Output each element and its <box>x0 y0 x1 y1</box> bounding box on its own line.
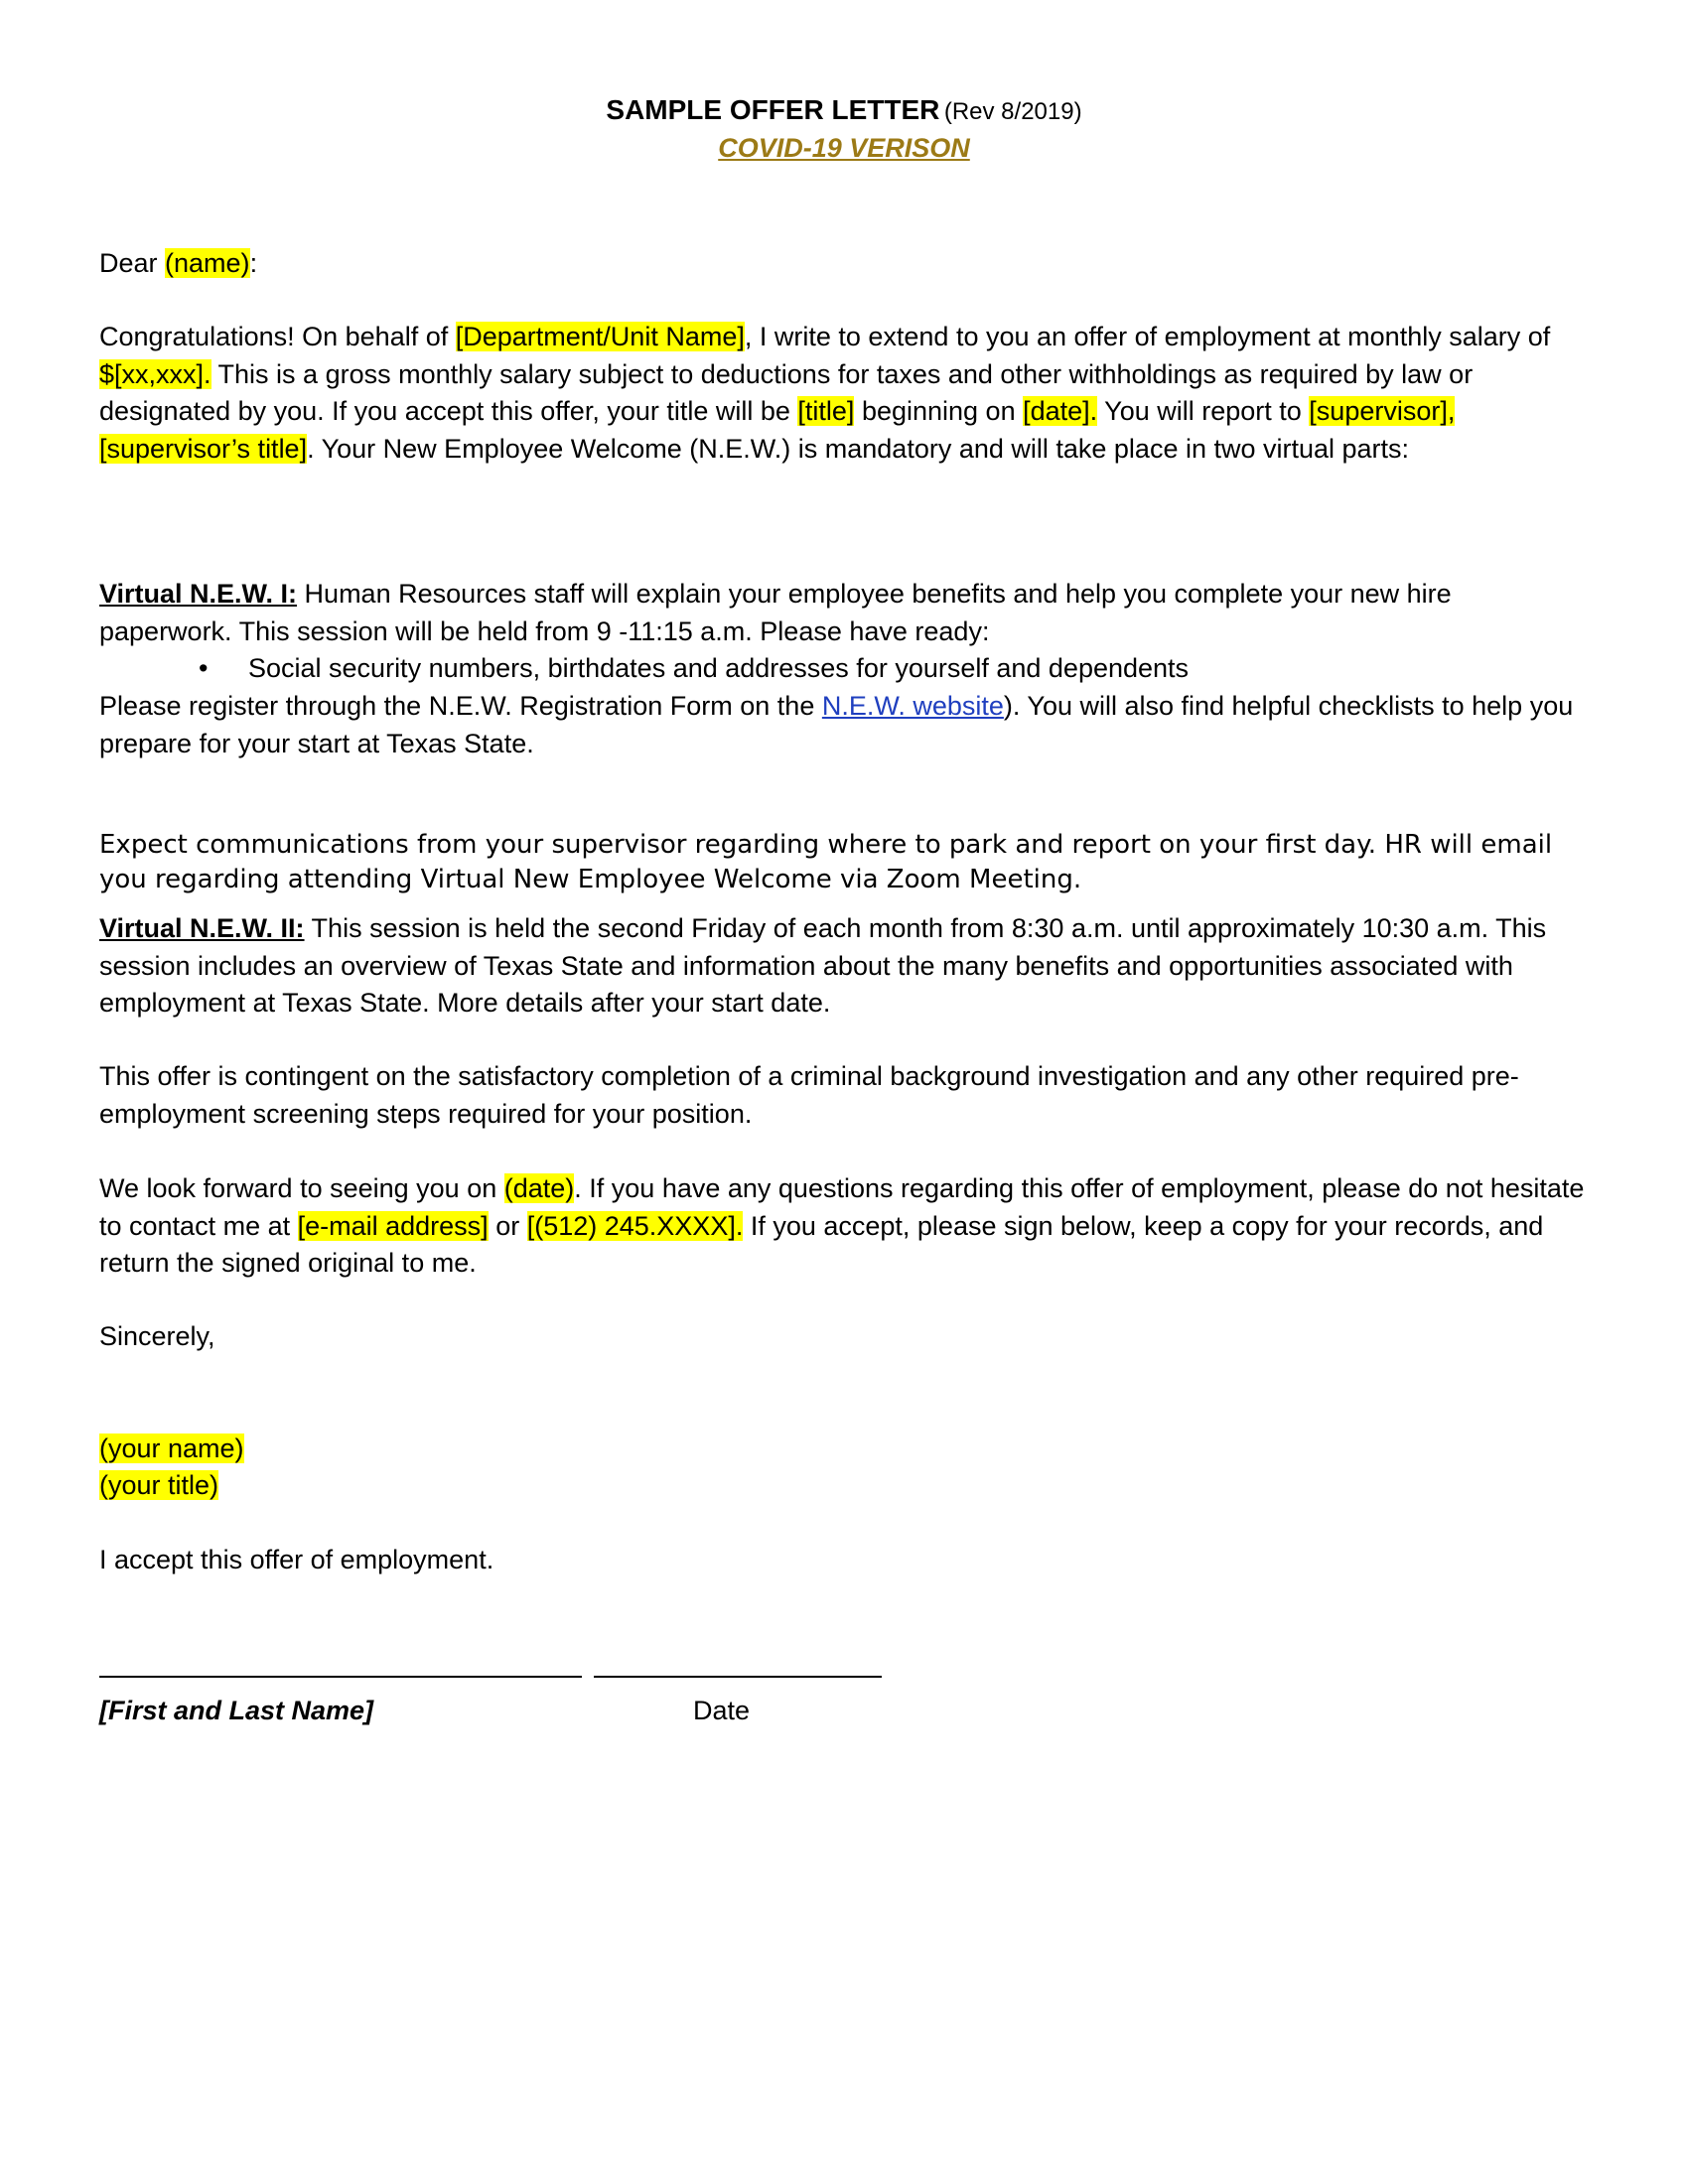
text-run: Congratulations! On behalf of <box>99 322 456 351</box>
revision-text: (Rev 8/2019) <box>943 98 1082 125</box>
text-run: . If you have any questions regarding this offer of employment, please do not hesitate to contact me at <box>99 1173 1585 1241</box>
sincerely-text: Sincerely, <box>99 1321 215 1351</box>
text-run: We look forward to seeing you on <box>99 1173 504 1203</box>
closing-paragraph <box>99 1170 1589 1283</box>
your-name-placeholder: (your name) <box>99 1433 244 1463</box>
name-placeholder: (name) <box>165 248 250 278</box>
new-website-link[interactable]: N.E.W. website <box>821 691 1004 721</box>
text-run: beginning on <box>854 396 1024 426</box>
bullet-text: Social security numbers, birthdates and addresses for yourself and dependents <box>248 653 1190 683</box>
text-run: You will report to <box>1097 396 1310 426</box>
text-run: If you accept, please sign below, keep a copy for your records, and return the signed original to me. <box>99 1210 1544 1278</box>
department-placeholder: [Department/Unit Name] <box>455 322 745 351</box>
new2-paragraph <box>99 910 1589 1023</box>
new2-heading: Virtual N.E.W. II: <box>99 913 305 943</box>
name-signature-line[interactable] <box>99 1676 582 1678</box>
text-run: This session is held the second Friday of each month from 8:30 a.m. until approximately 10:30 a.m. This session includes an overview of Texas State and information about the many benefits and opportunities associated with employment at Texas State. More details after your start date. <box>99 913 1547 1018</box>
new1-heading: Virtual N.E.W. I: <box>99 579 298 609</box>
salutation <box>99 245 1589 283</box>
supervisor-placeholder: [supervisor], [supervisor’s title] <box>99 396 1456 464</box>
expect-paragraph: Expect communications from your supervisor regarding where to park and report on your first day. HR will email you regarding attending Virtual New Employee Welcome via Zoom Meeting. <box>99 830 1553 894</box>
contingent-paragraph: This offer is contingent on the satisfactory completion of a criminal background investigation and any other required pre-employment screening steps required for your position. <box>99 1061 1519 1129</box>
first-last-name-label: [First and Last Name] <box>99 1696 374 1725</box>
text-run: or <box>488 1210 527 1241</box>
signer-name <box>99 1431 1589 1468</box>
job-title-placeholder: [title] <box>797 396 855 426</box>
list-item <box>199 650 1189 688</box>
text-run: This is a gross monthly salary subject to deductions for taxes and other withholdings as required by law or designated by you. If you accept this offer, your title will be <box>99 358 1474 426</box>
signer-title <box>99 1467 1589 1505</box>
your-title-placeholder: (your title) <box>99 1470 219 1500</box>
meeting-date-placeholder: (date) <box>503 1173 575 1203</box>
bullet-icon: • <box>199 653 209 683</box>
offer-paragraph <box>99 319 1589 468</box>
colon-text: : <box>249 248 258 278</box>
date-signature-line[interactable] <box>594 1676 882 1678</box>
register-paragraph <box>99 688 1589 762</box>
start-date-placeholder: [date]. <box>1023 396 1098 426</box>
phone-placeholder: [(512) 245.XXXX]. <box>526 1210 744 1241</box>
salary-placeholder: $[xx,xxx]. <box>99 358 211 389</box>
new1-paragraph <box>99 576 1589 650</box>
text-run: , I write to extend to you an offer of employment at monthly salary of <box>744 322 1551 351</box>
accept-text: I accept this offer of employment. <box>99 1545 494 1574</box>
text-run: Please register through the N.E.W. Registration Form on the <box>99 691 822 721</box>
text-run: ). You will also find helpful checklists to help you prepare for your start at Texas State. <box>99 691 1574 758</box>
covid-subtitle: COVID-19 VERISON <box>718 133 970 163</box>
email-placeholder: [e-mail address] <box>297 1210 489 1241</box>
text-run: . Your New Employee Welcome (N.E.W.) is mandatory and will take place in two virtual parts: <box>307 433 1410 464</box>
date-label: Date <box>693 1696 751 1725</box>
dear-text: Dear <box>99 248 166 278</box>
title-text: SAMPLE OFFER LETTER <box>606 94 940 125</box>
text-run: Human Resources staff will explain your employee benefits and help you complete your new hire paperwork. This session will be held from 9 -11:15 a.m. Please have ready: <box>99 579 1452 646</box>
letter-title <box>99 94 1589 126</box>
